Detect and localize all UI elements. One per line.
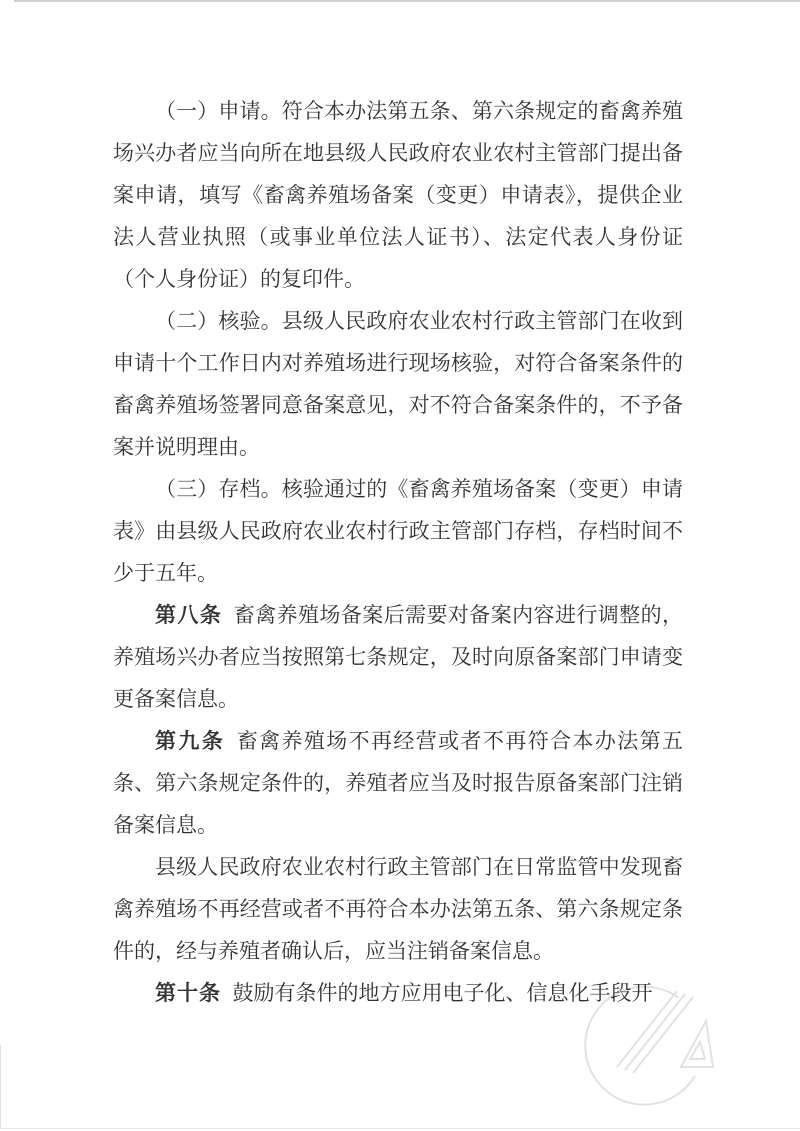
paragraph: 第九条 畜禽养殖场不再经营或者不再符合本办法第五条、第六条规定条件的，养殖者应当及时报告原备案部门注销备案信息。 [113, 729, 684, 837]
scan-edge-left [0, 1045, 1, 1128]
paragraph: 县级人民政府农业农村行政主管部门在日常监管中发现畜禽养殖场不再经营或者不再符合本办法第五条、第六条规定条件的，经与养殖者确认后，应当注销备案信息。 [113, 855, 683, 963]
article-number: 第九条 [155, 729, 226, 753]
article-number: 第十条 [155, 981, 221, 1005]
paragraph: （三）存档。核验通过的《畜禽养殖场备案（变更）申请表》由县级人民政府农业农村行政主管部门存档，存档时间不少于五年。 [113, 477, 683, 585]
scan-edge-bottom [0, 1128, 800, 1129]
paragraph: （二）核验。县级人民政府农业农村行政主管部门在收到申请十个工作日内对养殖场进行现场核验，对符合备案条件的畜禽养殖场签署同意备案意见，对不符合备案条件的，不予备案并说明理由。 [113, 309, 683, 459]
article-number: 第八条 [155, 603, 223, 627]
paragraph: 第八条 畜禽养殖场备案后需要对备案内容进行调整的，养殖场兴办者应当按照第七条规定，及时向原备案部门申请变更备案信息。 [113, 603, 683, 711]
document-body [113, 90, 683, 1014]
scan-edge-top [14, 0, 800, 2]
paragraph: （一）申请。符合本办法第五条、第六条规定的畜禽养殖场兴办者应当向所在地县级人民政府农业农村主管部门提出备案申请，填写《畜禽养殖场备案（变更）申请表》，提供企业法人营业执照（或事业单位法人证书）、法定代表人身份证（个人身份证）的复印件。 [113, 99, 683, 291]
paragraph: 第十条 鼓励有条件的地方应用电子化、信息化手段开 [155, 981, 653, 1005]
